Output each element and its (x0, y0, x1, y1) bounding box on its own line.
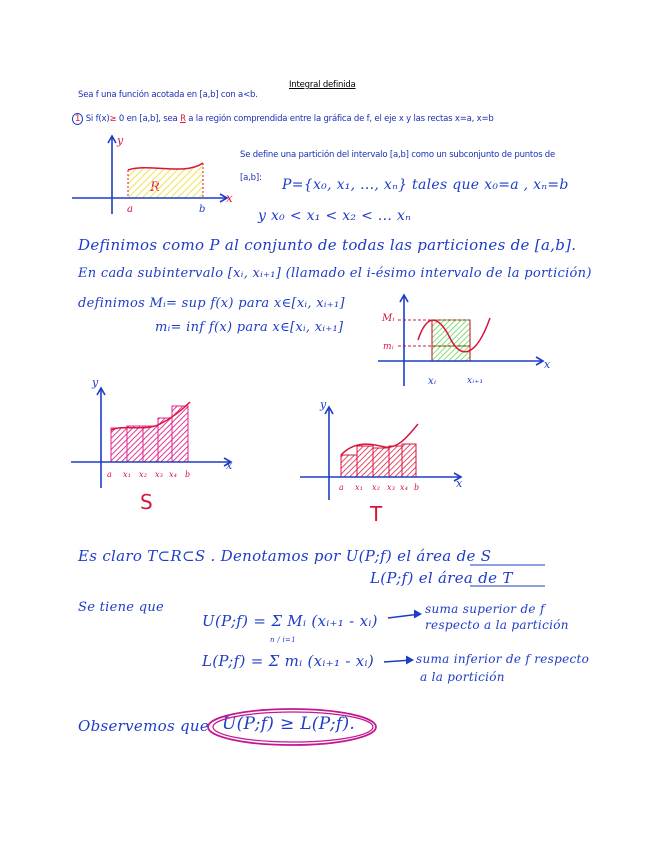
partition-order: y x₀ < x₁ < x₂ < ... xₙ (258, 208, 412, 224)
relations-line2: L(P;f) el área de T (370, 569, 513, 587)
gS-y-label: y (92, 376, 99, 389)
gT-tick-x3: x₃ (387, 483, 396, 492)
gT-x-label: x (456, 477, 463, 490)
partition-formula: P={x₀, x₁, ..., xₙ} tales que x₀=a , xₙ=b (282, 177, 569, 193)
gS-x-label: x (226, 459, 233, 472)
T-rect-2 (357, 446, 373, 477)
para-line3: definimos Mᵢ= sup f(x) para x∈[xᵢ, xᵢ₊₁] (78, 296, 345, 311)
partition-def-line2: [a,b]: (240, 173, 262, 183)
g2-xi-label: xᵢ (428, 376, 437, 387)
gS-tick-b: b (185, 470, 191, 479)
g1-b-label: b (199, 204, 206, 215)
arrow-lower-head (406, 656, 413, 664)
arrow-upper-head (414, 610, 421, 618)
gT-tick-b: b (414, 483, 420, 492)
observe-intro: Observemos que (78, 717, 210, 735)
region-R: R (180, 114, 186, 124)
S-rect-2 (127, 426, 143, 462)
highlight-ellipse (208, 709, 376, 745)
gT-tick-x1: x₁ (355, 483, 364, 492)
graph-S (71, 388, 231, 488)
graph-T (300, 407, 461, 500)
g1-x-label: x (226, 191, 234, 205)
g2-x-label: x (544, 358, 551, 371)
para-line1: Definimos como P al conjunto de todas las particiones de [a,b]. (78, 236, 577, 254)
g2-lower-rect (432, 346, 470, 361)
gT-tick-a: a (339, 483, 345, 492)
T-rect-3 (373, 448, 389, 477)
g1-a-label: a (127, 204, 134, 215)
upper-sum-desc2: respecto a la partición (425, 618, 569, 632)
lower-sum-formula: L(P;f) = Σ mᵢ (xᵢ₊₁ - xᵢ) (202, 652, 375, 670)
gS-tick-x2: x₂ (139, 470, 148, 479)
item-text-mid: 0 en [a,b], sea (118, 114, 178, 124)
gS-label: S (140, 490, 153, 514)
gT-label: T (370, 502, 383, 526)
gS-tick-x3: x₃ (155, 470, 164, 479)
item-text-post: a la región comprendida entre la gráfica de f, el eje x y las rectas x=a, x=b (188, 114, 494, 124)
g1-y-label: y (117, 134, 124, 147)
g2-xi1-label: xᵢ₊₁ (467, 376, 484, 386)
T-rect-1 (341, 455, 357, 477)
partition-def-line1: Se define una partición del intervalo [a,b] como un subconjunto de puntos de (240, 150, 556, 160)
gT-tick-x2: x₂ (372, 483, 381, 492)
gT-tick-x4: x₄ (400, 483, 409, 492)
para-line2: En cada subintervalo [xᵢ, xᵢ₊₁] (llamado el i-ésimo intervalo de la portición) (78, 266, 592, 281)
gS-tick-a: a (107, 470, 113, 479)
g2-mi-label: mᵢ (383, 342, 394, 352)
page-title: Integral definida (289, 80, 356, 90)
upper-sum-formula: U(P;f) = Σ Mᵢ (xᵢ₊₁ - xᵢ) (202, 612, 378, 630)
observe-inequality: U(P;f) ≥ L(P;f). (222, 714, 356, 734)
gS-tick-x1: x₁ (123, 470, 132, 479)
upper-sum-limits: n / i=1 (270, 636, 296, 644)
g2-Mi-label: Mᵢ (382, 313, 395, 324)
para-line4: mᵢ= inf f(x) para x∈[xᵢ, xᵢ₊₁] (155, 320, 344, 335)
gS-tick-x4: x₄ (169, 470, 178, 479)
lower-sum-desc1: suma inferior de f respecto (416, 652, 590, 666)
ge-symbol: ≥ (109, 114, 117, 124)
highlight-ellipse-inner (213, 712, 373, 742)
S-rect-1 (111, 428, 127, 462)
S-rect-3 (143, 426, 158, 462)
graph-sup-inf (378, 295, 543, 386)
intro-text: Sea f una función acotada en [a,b] con a<b. (78, 90, 258, 100)
T-rect-4 (389, 446, 402, 477)
item-text-pre: Si f(x) (85, 114, 110, 124)
graph-region-R (72, 136, 227, 214)
gT-y-label: y (320, 398, 327, 411)
item-number: 1 (72, 113, 83, 125)
g2-upper-rect (432, 320, 470, 346)
relations-line1: Es claro T⊂R⊂S . Denotamos por U(P;f) el área de S (78, 547, 492, 565)
lower-sum-desc2: a la portición (420, 670, 505, 684)
T-rect-5 (402, 444, 416, 477)
upper-sum-desc1: suma superior de f (425, 602, 545, 616)
sums-intro: Se tiene que (78, 600, 164, 615)
